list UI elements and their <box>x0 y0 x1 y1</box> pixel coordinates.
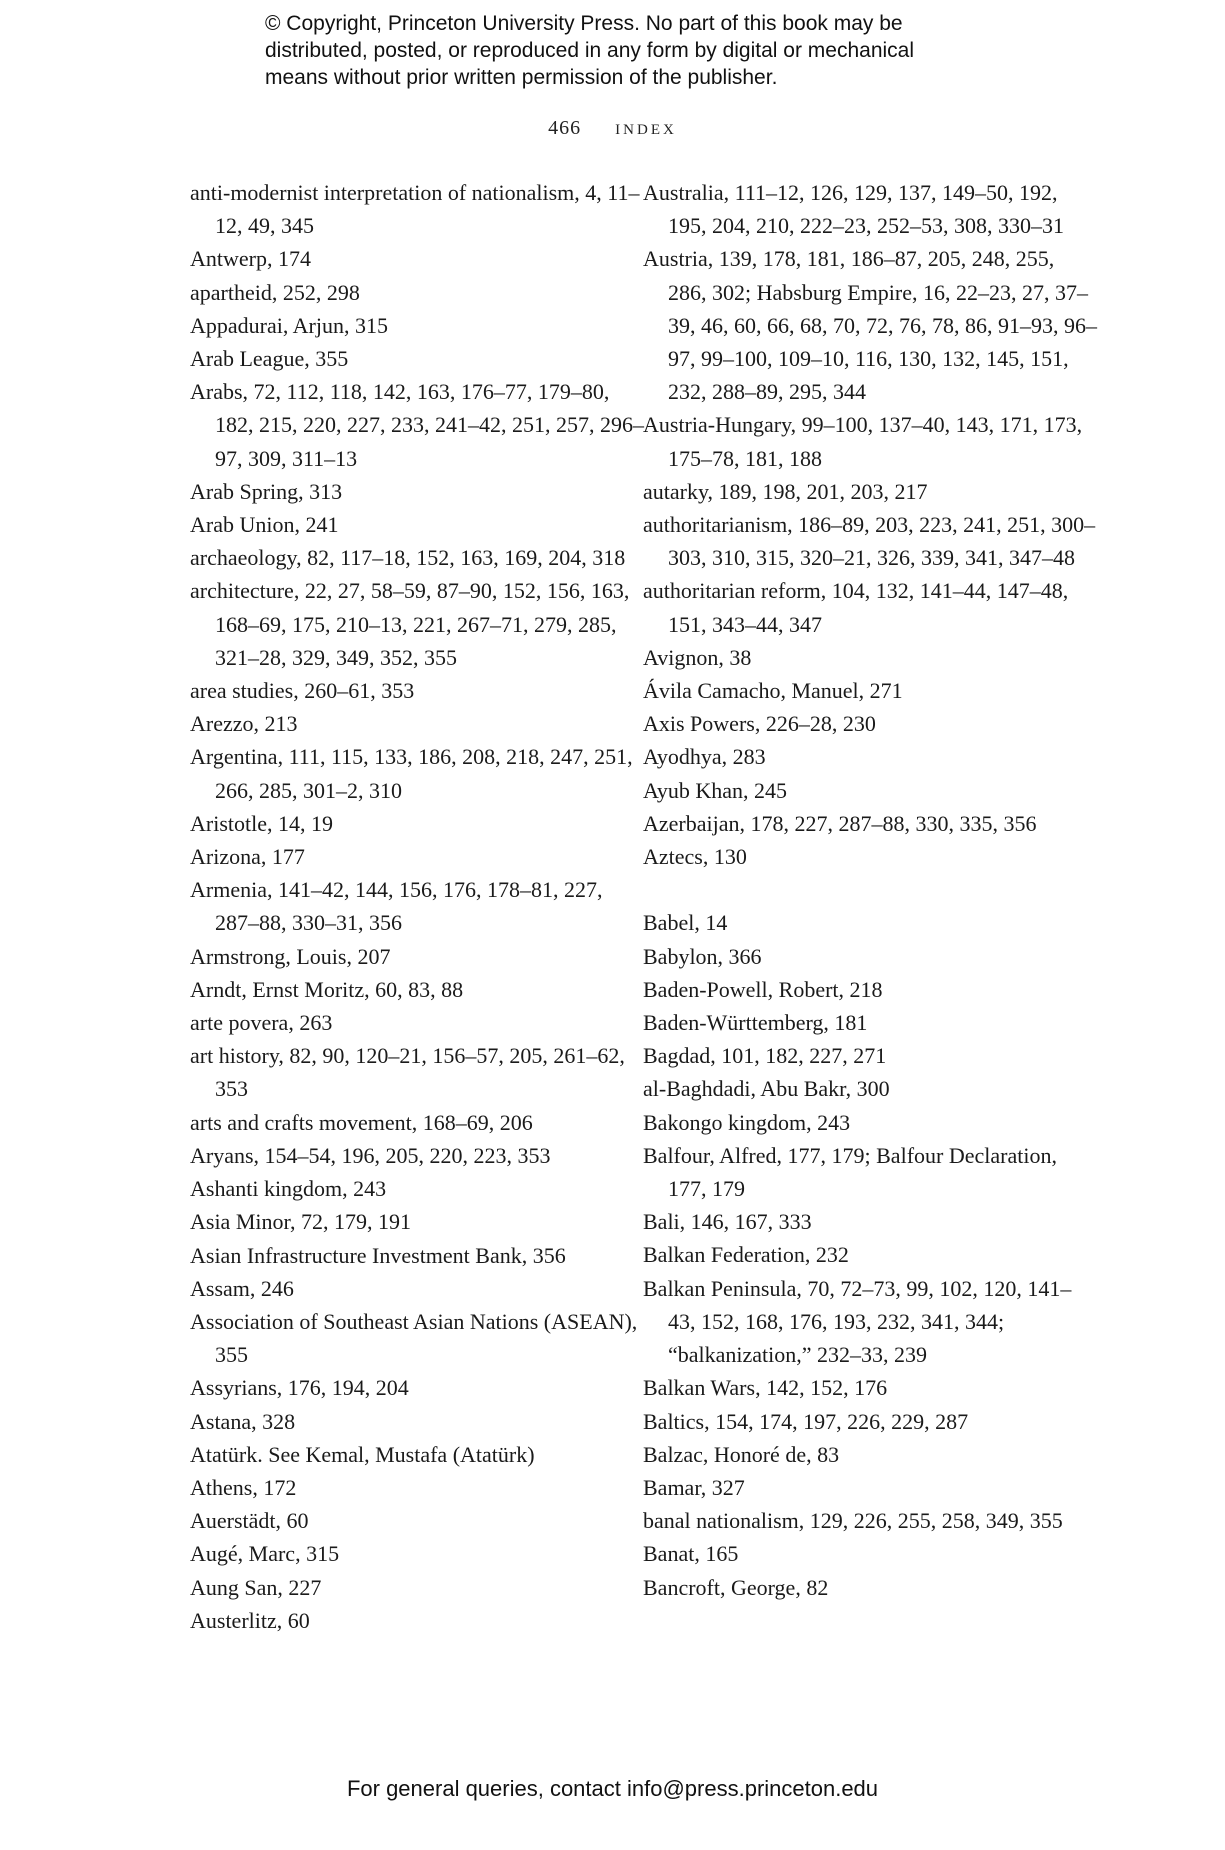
index-entry: Ávila Camacho, Manuel, 271 <box>643 678 903 704</box>
index-entry: Bakongo kingdom, 243 <box>643 1109 851 1135</box>
index-entry: Babylon, 366 <box>643 943 762 969</box>
index-entry: Aung San, 227 <box>190 1574 322 1600</box>
index-entry: apartheid, 252, 298 <box>190 279 360 305</box>
index-entry: authoritarianism, 186–89, 203, 223, 241, 251, 300–303, 310, 315, 320–21, 326, 339, 341, 347–48 <box>643 512 1096 571</box>
index-entry: Baltics, 154, 174, 197, 226, 229, 287 <box>643 1408 969 1434</box>
index-entry: Aztecs, 130 <box>643 844 747 870</box>
index-column-left <box>190 176 645 1637</box>
index-entry: archaeology, 82, 117–18, 152, 163, 169, 204, 318 <box>190 545 626 571</box>
index-entry: Baden-Württemberg, 181 <box>643 1010 868 1036</box>
index-entry: art history, 82, 90, 120–21, 156–57, 205, 261–62, 353 <box>190 1043 625 1102</box>
index-entry: Balkan Wars, 142, 152, 176 <box>643 1375 888 1401</box>
index-entry: autarky, 189, 198, 201, 203, 217 <box>643 478 928 504</box>
index-entry: Aristotle, 14, 19 <box>190 810 333 836</box>
index-entry: area studies, 260–61, 353 <box>190 678 415 704</box>
index-entry: Augé, Marc, 315 <box>190 1541 340 1567</box>
index-entry: Axis Powers, 226–28, 230 <box>643 711 876 737</box>
index-entry: al-Baghdadi, Abu Bakr, 300 <box>643 1076 890 1102</box>
index-entry: Azerbaijan, 178, 227, 287–88, 330, 335, 356 <box>643 810 1037 836</box>
copyright-notice <box>265 10 1025 91</box>
index-entry: anti-modernist interpretation of nationalism, 4, 11–12, 49, 345 <box>190 180 640 239</box>
index-entry: Balzac, Honoré de, 83 <box>643 1441 840 1467</box>
index-entry: Auerstädt, 60 <box>190 1508 309 1534</box>
index-entry: Bali, 146, 167, 333 <box>643 1209 812 1235</box>
section-title: index <box>615 114 677 139</box>
index-entry: Bancroft, George, 82 <box>643 1574 829 1600</box>
page-number: 466 <box>548 117 582 139</box>
copyright-line: distributed, posted, or reproduced in any form by digital or mechanical <box>265 39 915 62</box>
index-entry: Arezzo, 213 <box>190 711 298 737</box>
index-entry: Asia Minor, 72, 179, 191 <box>190 1209 411 1235</box>
index-entry: Appadurai, Arjun, 315 <box>190 312 388 338</box>
index-entry: Atatürk. See Kemal, Mustafa (Atatürk) <box>190 1441 535 1467</box>
index-entry: Arab League, 355 <box>190 346 349 372</box>
index-entry: Arndt, Ernst Moritz, 60, 83, 88 <box>190 976 464 1002</box>
index-entry: Arabs, 72, 112, 118, 142, 163, 176–77, 179–80, 182, 215, 220, 227, 233, 241–42, 251, 257, 296–97, 309, 311–13 <box>190 379 644 471</box>
index-entry: Assyrians, 176, 194, 204 <box>190 1375 409 1401</box>
index-entry: Balkan Federation, 232 <box>643 1242 849 1268</box>
index-entry: Astana, 328 <box>190 1408 296 1434</box>
index-entry: Baden-Powell, Robert, 218 <box>643 976 883 1002</box>
index-entry: arte povera, 263 <box>190 1010 333 1036</box>
index-entry: arts and crafts movement, 168–69, 206 <box>190 1109 533 1135</box>
footer-contact: For general queries, contact info@press.princeton.edu <box>346 1776 879 1801</box>
index-entry: Bamar, 327 <box>643 1474 745 1500</box>
index-entry: Antwerp, 174 <box>190 246 311 272</box>
index-entry: Babel, 14 <box>643 910 728 936</box>
index-entry: Arizona, 177 <box>190 844 305 870</box>
index-entry: Aryans, 154–54, 196, 205, 220, 223, 353 <box>190 1142 551 1168</box>
index-entry: Bagdad, 101, 182, 227, 271 <box>643 1043 887 1069</box>
copyright-line: © Copyright, Princeton University Press. No part of this book may be <box>265 12 903 35</box>
index-entry: Argentina, 111, 115, 133, 186, 208, 218, 247, 251, 266, 285, 301–2, 310 <box>190 744 633 803</box>
index-column-right <box>643 176 1098 1604</box>
index-entry: Ayub Khan, 245 <box>643 777 788 803</box>
index-entry: banal nationalism, 129, 226, 255, 258, 349, 355 <box>643 1508 1063 1534</box>
index-entry: Assam, 246 <box>190 1275 294 1301</box>
index-entry: Armenia, 141–42, 144, 156, 176, 178–81, 227, 287–88, 330–31, 356 <box>190 877 603 936</box>
copyright-line: means without prior written permission of the publisher. <box>265 66 778 89</box>
index-entry: Athens, 172 <box>190 1474 297 1500</box>
index-entry: Balkan Peninsula, 70, 72–73, 99, 102, 120, 141–43, 152, 168, 176, 193, 232, 341, 344; “balkanization,” 232–33, 239 <box>643 1275 1072 1368</box>
index-entry: Balfour, Alfred, 177, 179; Balfour Declaration, 177, 179 <box>643 1142 1057 1202</box>
index-entry: Australia, 111–12, 126, 129, 137, 149–50, 192, 195, 204, 210, 222–23, 252–53, 308, 330–31 <box>643 180 1064 239</box>
index-entry: Asian Infrastructure Investment Bank, 356 <box>190 1242 566 1268</box>
running-head <box>0 114 1225 140</box>
index-entry: Association of Southeast Asian Nations (ASEAN), 355 <box>190 1308 638 1368</box>
index-entry: architecture, 22, 27, 58–59, 87–90, 152, 156, 163, 168–69, 175, 210–13, 221, 267–71, 279, 285, 321–28, 329, 349, 352, 355 <box>190 578 630 670</box>
index-entry: Arab Union, 241 <box>190 512 339 538</box>
index-entry: Ashanti kingdom, 243 <box>190 1176 387 1202</box>
index-entry: Ayodhya, 283 <box>643 744 766 770</box>
index-entry: Banat, 165 <box>643 1541 739 1567</box>
index-entry: Avignon, 38 <box>643 644 752 670</box>
index-entry: Austria-Hungary, 99–100, 137–40, 143, 171, 173, 175–78, 181, 188 <box>643 412 1083 471</box>
index-entry: Arab Spring, 313 <box>190 478 343 504</box>
index-entry: Austerlitz, 60 <box>190 1607 310 1633</box>
index-entry: authoritarian reform, 104, 132, 141–44, 147–48, 151, 343–44, 347 <box>643 578 1069 637</box>
letter-group-gap <box>643 873 1098 906</box>
index-entry: Austria, 139, 178, 181, 186–87, 205, 248, 255, 286, 302; Habsburg Empire, 16, 22–23, 27, 37–39, 46, 60, 66, 68, 70, 72, 76, 78, 86, 91–93, 96–97, 99–100, 109–10, 116, 130, 132, 145, 151, 232, 288–89, 295, 344 <box>643 246 1097 405</box>
index-entry: Armstrong, Louis, 207 <box>190 943 391 969</box>
